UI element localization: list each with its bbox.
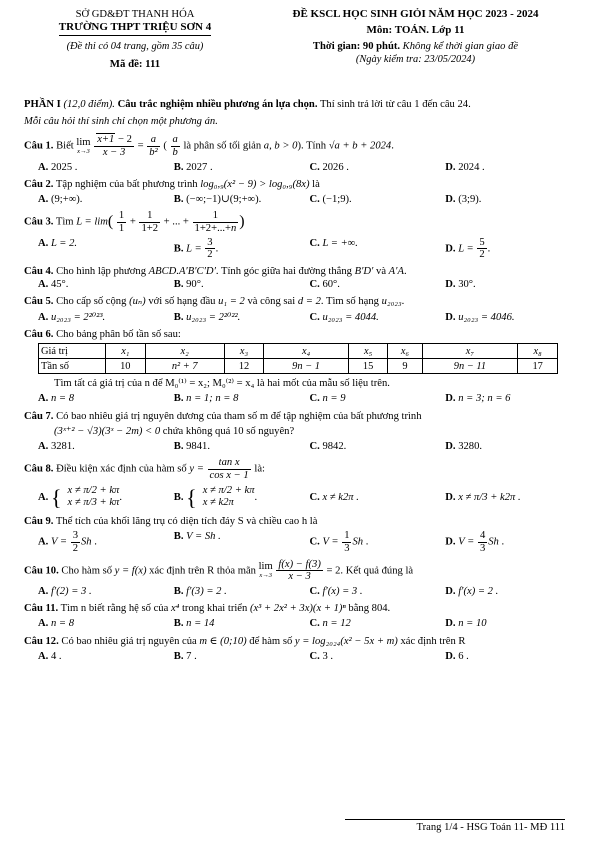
question-11: Câu 11. Tìm n biết rằng hệ số của x⁴ trong khai triển (x³ + 2x² + 3x)(x + 1)ⁿ bằng 804. A. n = 8 B. n = 14 C. n = 12 D. n = 10 (24, 602, 567, 630)
question-10: Câu 10. Cho hàm số y = f(x) xác định trên R thỏa mãn lim x→3 $\frac{f(x) - f(3)}{x - 3}$ = 2. Kết quả đúng là A. f′(2) = 3 . B. f′(3) = 2 . C. f′(x) = 3 . D. f′(x) = 2 . (24, 559, 567, 599)
answer-options (24, 530, 567, 554)
option-d[interactable]: D. f′(x) = 2 . (445, 585, 499, 597)
option-c[interactable]: C. V = $\frac{1}{3}$ Sh . (309, 530, 369, 555)
answer-options (24, 650, 567, 663)
option-a[interactable]: A. f′(2) = 3 . (38, 585, 92, 597)
answer-options (24, 278, 567, 291)
option-a[interactable]: A. 3281. (38, 441, 75, 453)
option-d[interactable]: D. (3;9). (445, 194, 482, 206)
exam-title: ĐỀ KSCL HỌC SINH GIỎI NĂM HỌC 2023 - 2024 (292, 8, 539, 20)
exam-date: (Ngày kiểm tra: 23/05/2024) (355, 53, 476, 65)
option-c[interactable]: C. 2026 . (309, 161, 349, 173)
part1-instruction: Mỗi câu hỏi thí sinh chỉ chọn một phương án. (24, 116, 218, 128)
option-a[interactable]: A. { x ≠ π/2 + kπ x ≠ π/3 + kπ . (38, 484, 122, 510)
option-d[interactable]: D. u₂₀₂₃ = 4046. (445, 311, 515, 323)
exam-code: Mã đề: 111 (109, 57, 161, 70)
option-d[interactable]: D. n = 10 (445, 618, 487, 630)
option-b[interactable]: B. u₂₀₂₃ = 2²⁰²². (173, 311, 241, 323)
option-c[interactable]: C. n = 12 (309, 618, 351, 630)
option-a[interactable]: A. L = 2. (38, 237, 78, 249)
exam-header (20, 8, 571, 88)
question-4: Câu 4. Cho hình lập phương ABCD.A′B′C′D′. Tính góc giữa hai đường thẳng B′D′ và A′A. A. 45°. B. 90°. C. 60°. D. 30°. (24, 265, 567, 291)
question-7: Câu 7. Có bao nhiêu giá trị nguyên dương của tham số m để tập nghiệm của bất phương trình (3ˣ⁺² − √3)(3ˣ − 2m) < 0 chứa không quá 10 số nguyên? A. 3281. B. 9841. C. 9842. D. 3280. (24, 410, 567, 454)
option-c[interactable]: C. 9842. (309, 441, 347, 453)
option-d[interactable]: D. V = $\frac{4}{3}$ Sh . (445, 530, 505, 555)
option-a[interactable]: A. 4 . (38, 650, 62, 662)
answer-options (24, 193, 567, 206)
school-name: TRƯỜNG THPT TRIỆU SƠN 4 (59, 21, 211, 36)
header-right (260, 8, 571, 66)
option-c[interactable]: C. 60°. (309, 279, 340, 291)
question-6-ask: Tìm tất cả giá trị của n để M₀⁽¹⁾ = x₂; M₀⁽²⁾ = x₄ là hai mốt của mẫu số liệu trên. (54, 378, 390, 390)
subject: Môn: TOÁN. Lớp 11 (366, 23, 465, 36)
question-2: Câu 2. Tập nghiệm của bất phương trình log₀,₉(x² − 9) > log₀,₉(8x) là A. (9;+∞). B. (−∞;−1)∪(9;+∞). C. (−1;9). D. (3;9). (24, 178, 567, 206)
option-b[interactable]: B. n = 14 (173, 618, 215, 630)
exam-pages-note: (Đề thi có 04 trang, gồm 35 câu) (66, 40, 204, 52)
answer-options (24, 237, 567, 261)
answer-options (24, 585, 567, 598)
option-c[interactable]: C. n = 9 (309, 393, 346, 405)
option-b[interactable]: B. { x ≠ π/2 + kπ x ≠ k2π . (173, 484, 258, 510)
part1-intro: PHẦN I (12,0 điểm). Câu trắc nghiệm nhiều phương án lựa chọn. Thí sinh trả lời từ câu 1 đến câu 24. (24, 99, 471, 110)
question-12: Câu 12. Có bao nhiêu giá trị nguyên của m ∈ (0;10) để hàm số y = log₂₀₂₄(x² − 5x + m) xác định trên R A. 4 . B. 7 . C. 3 . D. 6 . (24, 635, 567, 663)
option-d[interactable]: D. 6 . (445, 650, 469, 662)
question-8: Câu 8. Điều kiện xác định của hàm số y = $\frac{\text{tan x}}{\text{cos x − 1}}$ là: A. { x ≠ π/2 + kπ x ≠ π/3 + kπ . B. { x ≠ π/2 + kπ x ≠ k2π . C. x ≠ k2π . D. x ≠ π/3 + k2π . (24, 457, 567, 511)
option-b[interactable]: B. (−∞;−1)∪(9;+∞). (173, 194, 262, 206)
option-b[interactable]: B. L = $\frac{3}{2}$ . (173, 236, 219, 261)
answer-options (24, 161, 567, 174)
option-c[interactable]: C. x ≠ k2π . (309, 491, 359, 503)
limit-symbol: lim x→3 (258, 561, 273, 579)
table-row: Giá trị x₁ x₂ x₃ x₄ x₅ x₆ x₇ x₈ (39, 344, 558, 359)
option-b[interactable]: B. 9841. (173, 441, 210, 453)
answer-options (24, 392, 567, 405)
table-row: Tần số 10 n² + 7 12 9n − 1 15 9 9n − 11 17 (39, 359, 558, 374)
answer-options (24, 440, 567, 453)
option-d[interactable]: D. n = 3; n = 6 (445, 393, 511, 405)
header-left (20, 8, 250, 71)
exam-content (24, 98, 567, 663)
frequency-table (38, 343, 558, 374)
option-a[interactable]: A. (9;+∞). (38, 194, 83, 206)
option-b[interactable]: B. f′(3) = 2 . (173, 585, 227, 597)
option-a[interactable]: A. n = 8 (38, 618, 74, 630)
option-d[interactable]: D. 30°. (445, 279, 476, 291)
option-b[interactable]: B. 7 . (173, 650, 197, 662)
option-b[interactable]: B. V = Sh . (173, 531, 221, 543)
answer-options (24, 617, 567, 630)
option-d[interactable]: D. L = $\frac{5}{2}$ . (445, 236, 491, 261)
time-limit: Thời gian: 90 phút. Không kể thời gian giao đề (312, 40, 519, 52)
department: SỞ GD&ĐT THANH HÓA (75, 9, 195, 20)
option-a[interactable]: A. 2025 . (38, 161, 78, 173)
option-c[interactable]: C. L = +∞. (309, 237, 358, 249)
question-5: Câu 5. Cho cấp số cộng (uₙ) với số hạng đầu u₁ = 2 và công sai d = 2. Tìm số hạng u₂₀₂₃. A. u₂₀₂₃ = 2²⁰²³. B. u₂₀₂₃ = 2²⁰²². C. u₂₀₂₃ = 4044. D. u₂₀₂₃ = 4046. (24, 295, 567, 323)
limit-symbol: lim x→3 (76, 137, 91, 155)
option-c[interactable]: C. u₂₀₂₃ = 4044. (309, 311, 379, 323)
option-a[interactable]: A. 45°. (38, 279, 69, 291)
option-d[interactable]: D. 3280. (445, 441, 483, 453)
answer-options (24, 311, 567, 324)
answer-options (24, 484, 567, 512)
question-9: Câu 9. Thể tích của khối lăng trụ có diện tích đáy S và chiều cao h là A. V = $\frac{3}{2}$ Sh . B. V = Sh . C. V = $\frac{1}{3}$ Sh . D. V = $\frac{4}{3}$ Sh . (24, 515, 567, 555)
question-3: Câu 3. Tìm L = lim( $\frac{1}{1}$ + $\frac{1}{1+2}$ + ... + $\frac{1}{1+2+...+n}$ ) A. L = 2. B. L = $\frac{3}{2}$ . C. L = +∞. D. L = $\frac{5}{2}$ . (24, 210, 567, 261)
option-c[interactable]: C. (−1;9). (309, 194, 352, 206)
option-a[interactable]: A. u₂₀₂₃ = 2²⁰²³. (38, 311, 106, 323)
option-a[interactable]: A. V = $\frac{3}{2}$ Sh . (38, 530, 97, 555)
option-b[interactable]: B. 90°. (173, 279, 204, 291)
option-b[interactable]: B. n = 1; n = 8 (173, 393, 239, 405)
option-b[interactable]: B. 2027 . (173, 161, 213, 173)
page-footer: Trang 1/4 - HSG Toán 11- MĐ 111 (416, 821, 565, 833)
question-6: Câu 6. Cho bảng phân bố tần số sau: Giá trị x₁ x₂ x₃ x₄ x₅ x₆ x₇ x₈ Tần số 10 n² + 7 12 9n − 1 15 9 9n − 11 17 Tìm tất cả giá trị của n để M₀⁽¹⁾ = x₂; M₀⁽²⁾ = x₄ là hai mốt của mẫu số liệu trên. A. n = 8 B. n = 1; n = 8 C. n = 9 D. n = 3; n = 6 (24, 328, 567, 406)
option-a[interactable]: A. n = 8 (38, 393, 74, 405)
question-1: Câu 1. Biết lim x→3 $\frac{x+1 - 2}{x - 3}$ = $\frac{a}{\text{b²}}$ ( $\frac{a}{b}$ là phân số tối giản a, b > 0). Tính √a + b + 2024. A. 2025 . B. 2027 . C. 2026 . D. 2024 . (24, 134, 567, 174)
option-d[interactable]: D. 2024 . (445, 161, 485, 173)
option-c[interactable]: C. 3 . (309, 650, 334, 662)
option-d[interactable]: D. x ≠ π/3 + k2π . (445, 491, 521, 503)
option-c[interactable]: C. f′(x) = 3 . (309, 585, 363, 597)
